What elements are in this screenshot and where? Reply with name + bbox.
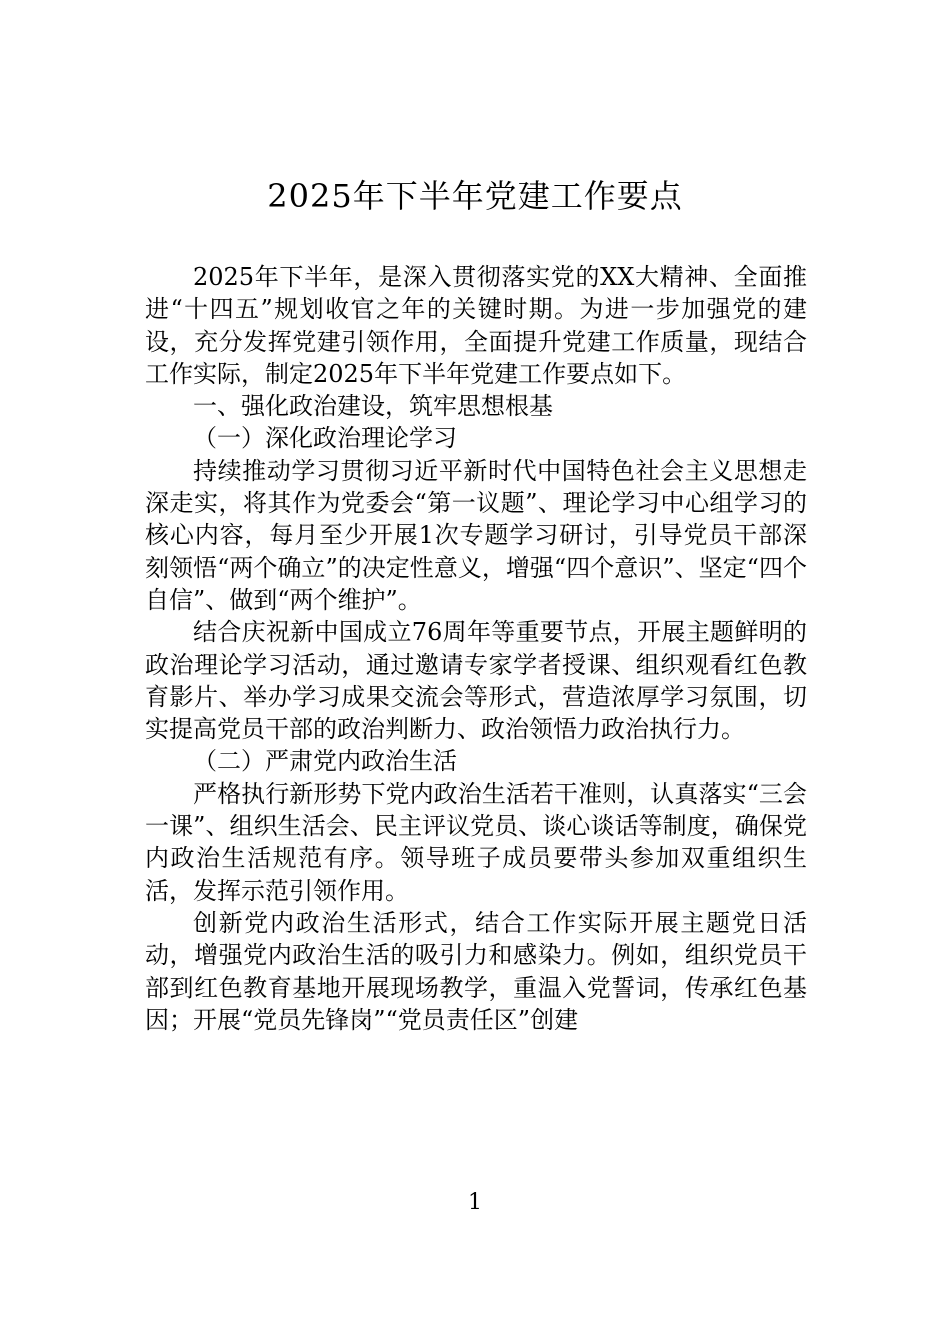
subsection-1-paragraph-2: 结合庆祝新中国成立76周年等重要节点，开展主题鲜明的政治理论学习活动，通过邀请专家学者授课、组织观看红色教育影片、举办学习成果交流会等形式，营造浓厚学习氛围，切实提高党员干部的政治判断力、政治领悟力政治执行力。 xyxy=(145,618,807,744)
section-heading-1: 一、强化政治建设，筑牢思想根基 xyxy=(193,392,553,421)
subsection-heading-2: （二）严肃党内政治生活 xyxy=(193,747,457,776)
document-title: 2025年下半年党建工作要点 xyxy=(267,177,683,215)
intro-paragraph: 2025年下半年，是深入贯彻落实党的XX大精神、全面推进“十四五”规划收官之年的关键时期。为进一步加强党的建设，充分发挥党建引领作用，全面提升党建工作质量，现结合工作实际，制定2025年下半年党建工作要点如下。 xyxy=(145,263,807,388)
subsection-2-paragraph-2: 创新党内政治生活形式，结合工作实际开展主题党日活动，增强党内政治生活的吸引力和感染力。例如，组织党员干部到红色教育基地开展现场教学，重温入党誓词，传承红色基因；开展“党员先锋岗”“党员责任区”创建 xyxy=(145,908,807,1034)
document-body xyxy=(145,261,807,1036)
subsection-heading-1: （一）深化政治理论学习 xyxy=(193,424,457,453)
subsection-2-paragraph-1: 严格执行新形势下党内政治生活若干准则，认真落实“三会一课”、组织生活会、民主评议党员、谈心谈话等制度，确保党内政治生活规范有序。领导班子成员要带头参加双重组织生活，发挥示范引领作用。 xyxy=(145,779,807,905)
subsection-1-paragraph-1: 持续推动学习贯彻习近平新时代中国特色社会主义思想走深走实，将其作为党委会“第一议题”、理论学习中心组学习的核心内容，每月至少开展1次专题学习研讨，引导党员干部深刻领悟“两个确立”的决定性意义，增强“四个意识”、坚定“四个自信”、做到“两个维护”。 xyxy=(145,456,807,614)
page-number: 1 xyxy=(468,1190,482,1215)
